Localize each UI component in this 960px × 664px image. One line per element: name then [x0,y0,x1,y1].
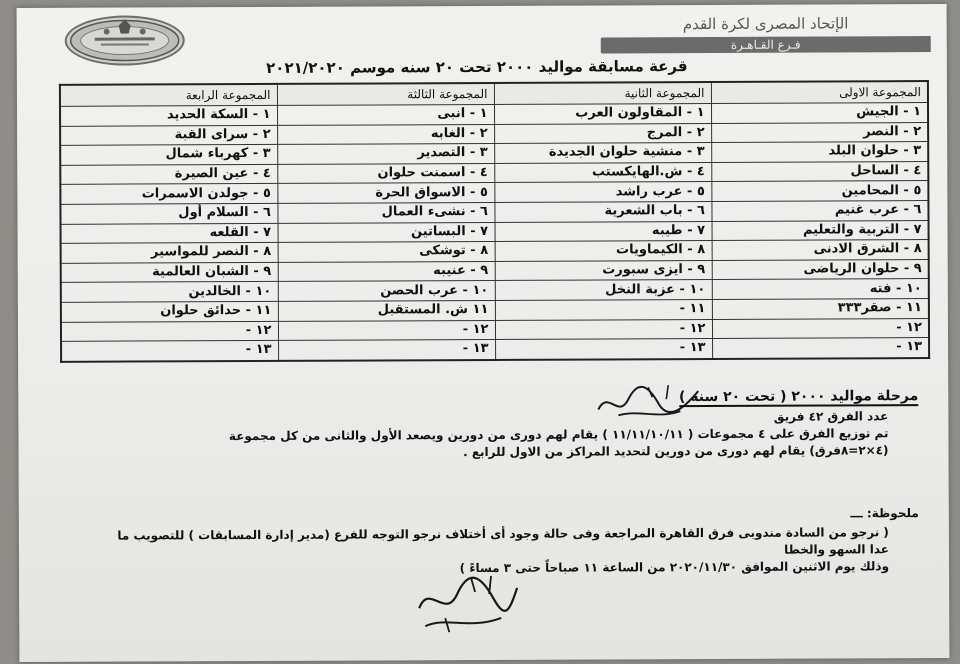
team-cell: ١٣ - [278,340,495,361]
group-header: المجموعة الثانية [494,82,711,104]
team-cell: ١١ ش. المستقبل [278,300,495,321]
team-cell: ١٠ - فته [712,279,929,300]
team-cell: ٣ - كهرباء شمال [60,145,277,166]
team-cell: ١١ - صقر٣٣٣ [712,298,929,319]
team-cell: ١ - المقاولون العرب [494,104,711,125]
groups-table [59,80,930,363]
federation-emblem-icon [65,15,185,66]
stage-details [168,408,888,462]
team-count: عدد الفرق ٤٢ فريق [773,409,889,424]
team-cell: ٢ - النصر [711,122,928,143]
team-cell: ١ - الجيش [711,103,928,124]
team-cell: ٦ - نشىء العمال [277,202,494,223]
team-cell: ٧ - التربية والتعليم [712,220,929,241]
team-cell: ٩ - عنيبه [278,261,495,282]
group-header: المجموعة الاولى [711,81,928,103]
team-cell: ١ - انبى [277,104,494,125]
team-cell: ٩ - الشبان العالمية [61,262,278,283]
note-line: وذلك يوم الاثنين الموافق ٢٠٢٠/١١/٣٠ من الساعة ١١ صباحاً حتى ٣ مساءً ) [459,559,890,576]
branch-label: فـرع القـاهـرة [601,36,931,53]
document-title: قرعة مسابقة مواليد ٢٠٠٠ تحت ٢٠ سنه موسم ٢٠٢١/٢٠٢٠ [266,57,688,77]
team-cell: ٥ - الاسواق الحرة [277,183,494,204]
stage-title: مرحلة مواليد ٢٠٠٠ ( تحت ٢٠ سنه ) [678,388,919,406]
handwritten-signature-icon [405,568,525,639]
groups-table-body [60,103,929,362]
note-heading: ملحوظة: ـــ [850,506,919,521]
team-cell: ٤ - عين الصيرة [60,164,277,185]
team-cell: ٢ - المرج [494,123,711,144]
team-cell: ٦ - باب الشعرية [494,201,711,222]
team-cell: ١٢ - [712,318,929,339]
team-cell: ٣ - منشية حلوان الجديدة [494,143,711,164]
emblem-graphic [67,17,183,64]
team-cell: ٥ - جولدن الاسمرات [60,184,277,205]
team-cell: ٤ - اسمنت حلوان [277,163,494,184]
organization-header [601,14,931,53]
team-cell: ٤ - ش.الهايكستب [494,162,711,183]
team-cell: ٨ - النصر للمواسير [61,243,278,264]
team-cell: ١٢ - [495,319,712,340]
document-page [17,4,950,662]
team-cell: ٢ - سراى القبة [60,125,277,146]
group-header: المجموعة الثالثة [277,83,494,105]
team-cell: ١٣ - [61,341,278,362]
team-cell: ١٠ - عرب الحصن [278,281,495,302]
team-cell: ٩ - حلوان الرياضى [712,259,929,280]
team-cell: ٣ - حلوان البلد [711,142,928,163]
team-cell: ١٠ - عزبة النخل [495,280,712,301]
team-cell: ٥ - المحامين [711,181,928,202]
team-cell: ١٣ - [495,339,712,360]
team-cell: ٦ - السلام أول [60,203,277,224]
team-cell: ٧ - البساتين [278,222,495,243]
table-row [61,338,929,362]
group-header: المجموعة الرابعة [60,84,277,106]
team-cell: ١١ - حدائق حلوان [61,301,278,322]
team-cell: ٦ - عرب غنيم [711,201,928,222]
team-cell: ١ - السكة الحديد [60,105,277,126]
team-cell: ١٠ - الخالدين [61,282,278,303]
team-cell: ٩ - ايزى سبورت [495,260,712,281]
organization-name: الإتحاد المصرى لكرة القدم [682,14,849,34]
team-cell: ١١ - [495,299,712,320]
team-cell: ٥ - عرب راشد [494,182,711,203]
team-cell: ٨ - توشكى [278,242,495,263]
team-cell: ٤ - الساحل [711,161,928,182]
team-cell: ٨ - الشرق الادنى [712,240,929,261]
team-cell: ٧ - القلعه [61,223,278,244]
team-cell: ٨ - الكيماويات [495,241,712,262]
distribution-text: تم توزيع الفرق على ٤ مجموعات ( ١١/١١/١٠/١١ ) يقام لهم دورى من دورين ويصعد الأول والثانى من كل مجموعة (٤×٢=٨فرق) يقام لهم دورى من دورين لتحديد المراكز من الاول للرابع . [228,426,889,460]
team-cell: ١٢ - [61,321,278,342]
team-cell: ٣ - التصدير [277,144,494,165]
note-line: ( نرجو من السادة مندوبى فرق القاهرة المراجعة وفى حالة وجود أى أختلاف نرجو التوجه للفرع (مدير إدارة المسابقات ) للتصويب ما عدا السهو والخطا [117,525,889,557]
team-cell: ٧ - طيبه [495,221,712,242]
team-cell: ١٣ - [712,338,929,359]
team-cell: ١٢ - [278,320,495,341]
team-cell: ٢ - الغابه [277,124,494,145]
